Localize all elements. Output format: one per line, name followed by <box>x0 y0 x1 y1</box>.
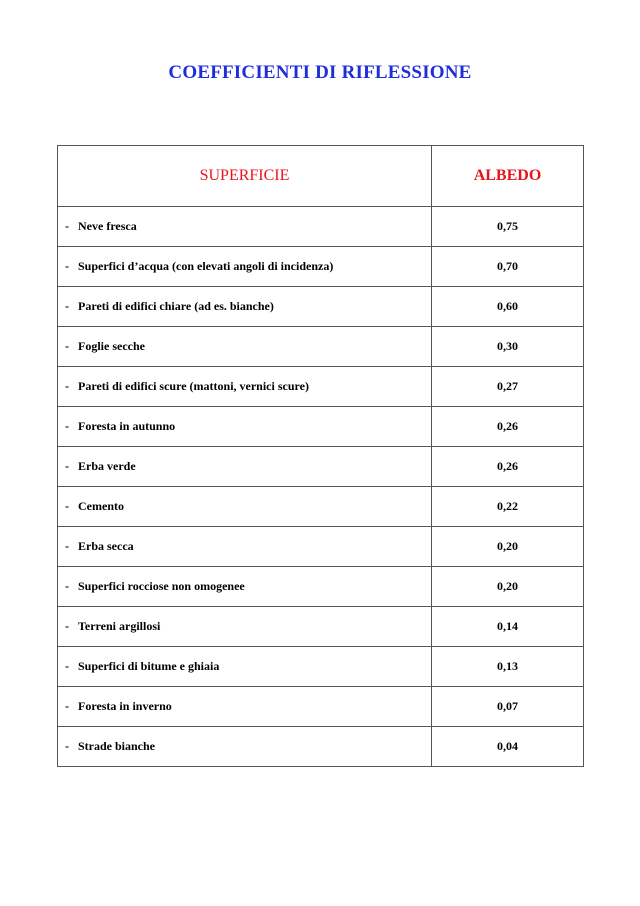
surface-label: Superfici d’acqua (con elevati angoli di incidenza) <box>78 259 334 273</box>
surface-label: Cemento <box>78 499 124 513</box>
albedo-value: 0,14 <box>432 607 584 647</box>
row-bullet: - <box>65 419 69 433</box>
surface-label: Pareti di edifici scure (mattoni, vernici scure) <box>78 379 309 393</box>
header-albedo: ALBEDO <box>432 146 584 207</box>
table-row <box>58 687 584 727</box>
table-row <box>58 607 584 647</box>
table-row <box>58 407 584 447</box>
row-bullet: - <box>65 379 69 393</box>
table-row <box>58 567 584 607</box>
surface-label: Foresta in inverno <box>78 699 172 713</box>
surface-label: Pareti di edifici chiare (ad es. bianche) <box>78 299 274 313</box>
surface-cell <box>58 487 432 527</box>
surface-cell <box>58 687 432 727</box>
table-row <box>58 287 584 327</box>
surface-label: Foresta in autunno <box>78 419 176 433</box>
row-bullet: - <box>65 619 69 633</box>
surface-cell <box>58 207 432 247</box>
surface-cell <box>58 527 432 567</box>
albedo-value: 0,07 <box>432 687 584 727</box>
albedo-value: 0,26 <box>432 407 584 447</box>
row-bullet: - <box>65 219 69 233</box>
row-bullet: - <box>65 339 69 353</box>
albedo-value: 0,20 <box>432 567 584 607</box>
surface-cell <box>58 607 432 647</box>
surface-cell <box>58 247 432 287</box>
table-row <box>58 527 584 567</box>
albedo-value: 0,26 <box>432 447 584 487</box>
row-bullet: - <box>65 539 69 553</box>
surface-label: Erba secca <box>78 539 134 553</box>
albedo-value: 0,20 <box>432 527 584 567</box>
surface-cell <box>58 367 432 407</box>
table-header-row <box>58 146 584 207</box>
albedo-value: 0,30 <box>432 327 584 367</box>
row-bullet: - <box>65 579 69 593</box>
albedo-value: 0,70 <box>432 247 584 287</box>
albedo-value: 0,75 <box>432 207 584 247</box>
row-bullet: - <box>65 739 69 753</box>
table-row <box>58 487 584 527</box>
albedo-value: 0,22 <box>432 487 584 527</box>
surface-label: Terreni argillosi <box>78 619 161 633</box>
table-row <box>58 207 584 247</box>
row-bullet: - <box>65 659 69 673</box>
surface-label: Superfici rocciose non omogenee <box>78 579 245 593</box>
table-row <box>58 727 584 767</box>
row-bullet: - <box>65 699 69 713</box>
albedo-value: 0,04 <box>432 727 584 767</box>
surface-cell <box>58 327 432 367</box>
albedo-table <box>57 145 584 767</box>
table-row <box>58 327 584 367</box>
surface-cell <box>58 447 432 487</box>
surface-label: Superfici di bitume e ghiaia <box>78 659 220 673</box>
albedo-value: 0,27 <box>432 367 584 407</box>
table-row <box>58 647 584 687</box>
surface-cell <box>58 407 432 447</box>
row-bullet: - <box>65 499 69 513</box>
row-bullet: - <box>65 259 69 273</box>
header-surface: SUPERFICIE <box>58 146 432 207</box>
table-row <box>58 367 584 407</box>
surface-cell <box>58 647 432 687</box>
row-bullet: - <box>65 459 69 473</box>
surface-label: Neve fresca <box>78 219 137 233</box>
table-row <box>58 247 584 287</box>
row-bullet: - <box>65 299 69 313</box>
table-row <box>58 447 584 487</box>
table-body <box>58 207 584 767</box>
surface-cell <box>58 287 432 327</box>
surface-cell <box>58 567 432 607</box>
surface-label: Foglie secche <box>78 339 145 353</box>
surface-label: Erba verde <box>78 459 136 473</box>
surface-label: Strade bianche <box>78 739 156 753</box>
albedo-value: 0,60 <box>432 287 584 327</box>
albedo-value: 0,13 <box>432 647 584 687</box>
page-title: COEFFICIENTI DI RIFLESSIONE <box>168 62 472 83</box>
surface-cell <box>58 727 432 767</box>
